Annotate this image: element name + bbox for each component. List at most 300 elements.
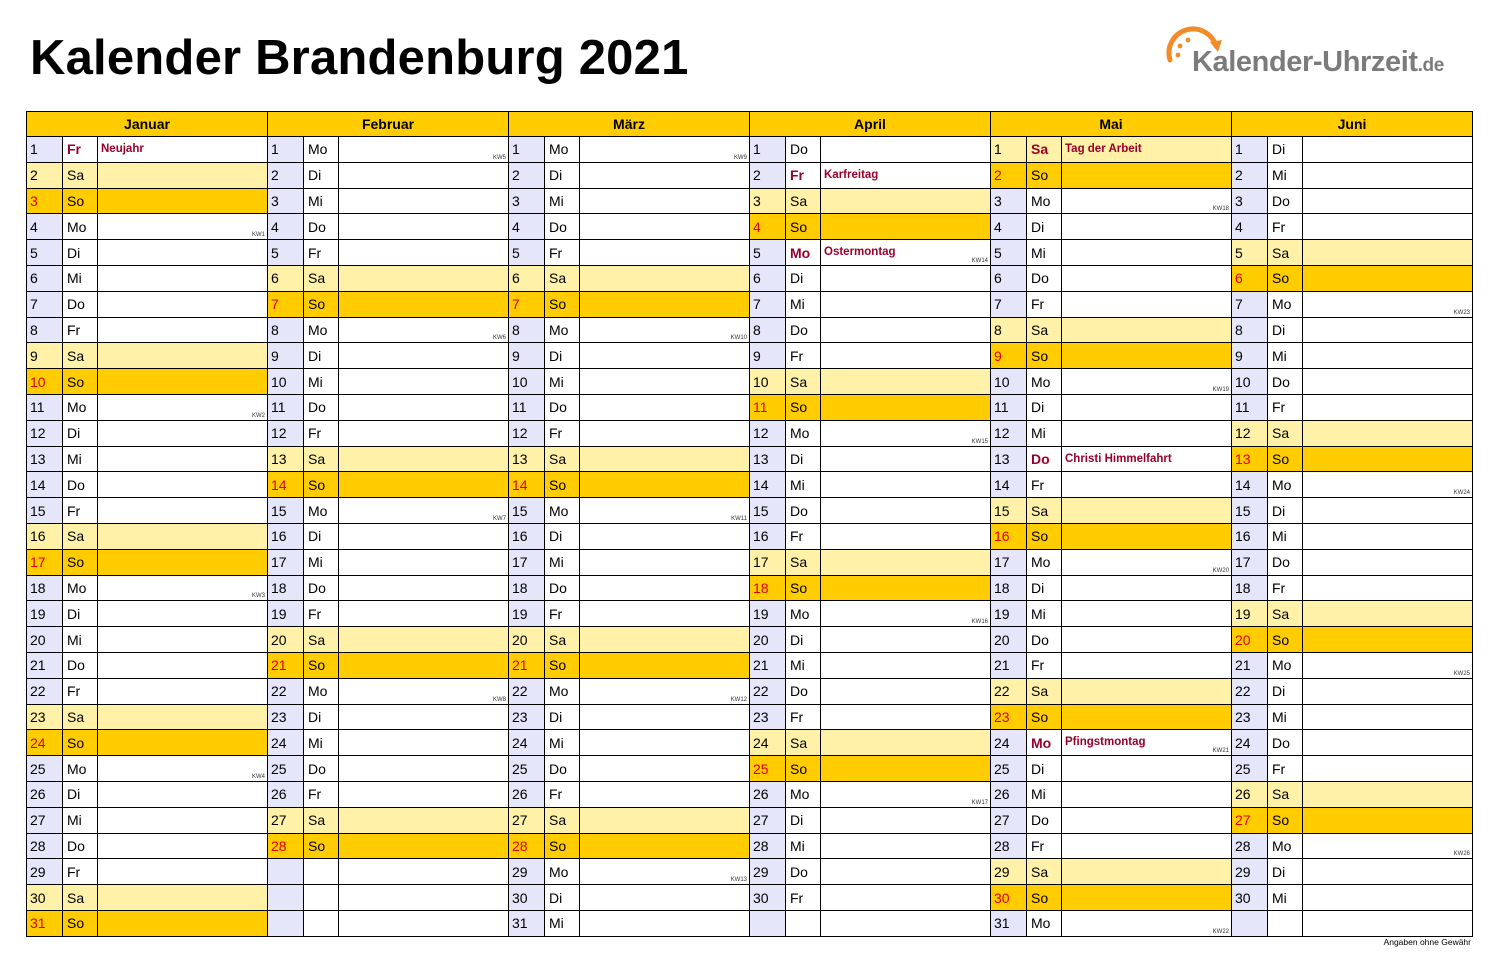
day-note (821, 601, 991, 627)
weekday: Mi (304, 369, 339, 395)
day-note (821, 885, 991, 911)
day-note (821, 549, 991, 575)
calendar-table (26, 111, 1473, 937)
weekday: Mo (786, 781, 821, 807)
weekday: Mi (1268, 885, 1303, 911)
day-note (1303, 523, 1473, 549)
day-note (1062, 188, 1232, 214)
day-number: 25 (991, 756, 1027, 782)
day-note (821, 291, 991, 317)
day-number: 5 (750, 240, 786, 266)
calendar-week-label: KW15 (971, 438, 988, 445)
holiday-label: Karfreitag (824, 168, 879, 181)
day-note (1062, 575, 1232, 601)
day-note (1303, 756, 1473, 782)
day-note (1062, 601, 1232, 627)
day-number: 2 (268, 162, 304, 188)
weekday: Sa (63, 885, 98, 911)
day-note (339, 523, 509, 549)
day-note (339, 188, 509, 214)
calendar-week-label: KW3 (251, 593, 265, 600)
day-number: 19 (750, 601, 786, 627)
day-number: 31 (27, 910, 63, 936)
day-note (1303, 420, 1473, 446)
day-note (1303, 472, 1473, 498)
logo-tld: .de (1417, 55, 1444, 76)
day-number: 4 (268, 214, 304, 240)
day-note (98, 472, 268, 498)
calendar-week-label: KW12 (730, 696, 747, 703)
weekday: Sa (786, 549, 821, 575)
calendar-week-label: KW20 (1212, 567, 1229, 574)
weekday: Fr (63, 317, 98, 343)
day-number: 2 (991, 162, 1027, 188)
day-note (580, 214, 750, 240)
day-number: 21 (1232, 652, 1268, 678)
weekday: So (545, 833, 580, 859)
day-note (339, 549, 509, 575)
weekday (786, 910, 821, 936)
calendar-week-label: KW2 (251, 412, 265, 419)
weekday: Do (63, 291, 98, 317)
day-number: 18 (268, 575, 304, 601)
weekday: Sa (786, 188, 821, 214)
weekday: Fr (304, 781, 339, 807)
day-note (98, 627, 268, 653)
day-number: 4 (991, 214, 1027, 240)
day-note (580, 446, 750, 472)
weekday: So (545, 472, 580, 498)
weekday: Di (545, 704, 580, 730)
weekday: So (1268, 446, 1303, 472)
weekday: So (304, 291, 339, 317)
weekday: Mi (786, 652, 821, 678)
day-note (98, 420, 268, 446)
day-number: 11 (750, 394, 786, 420)
weekday: Mo (1027, 188, 1062, 214)
day-number: 30 (27, 885, 63, 911)
day-number: 27 (268, 807, 304, 833)
day-number: 8 (509, 317, 545, 343)
day-number: 18 (1232, 575, 1268, 601)
day-number: 13 (509, 446, 545, 472)
calendar-week-label: KW23 (1453, 309, 1470, 316)
weekday: So (545, 291, 580, 317)
weekday: Mi (545, 549, 580, 575)
weekday: Fr (786, 343, 821, 369)
day-row (27, 910, 1473, 936)
day-note (339, 910, 509, 936)
day-note (821, 781, 991, 807)
day-note (98, 343, 268, 369)
calendar-week-label: KW16 (971, 619, 988, 626)
day-number: 4 (750, 214, 786, 240)
day-number: 8 (27, 317, 63, 343)
day-note (580, 162, 750, 188)
weekday: Di (1027, 214, 1062, 240)
weekday: Mi (545, 910, 580, 936)
day-number: 23 (991, 704, 1027, 730)
day-number: 20 (268, 627, 304, 653)
weekday: Sa (1268, 601, 1303, 627)
day-number: 30 (1232, 885, 1268, 911)
weekday: Sa (1027, 137, 1062, 163)
day-note (821, 756, 991, 782)
day-number: 29 (991, 859, 1027, 885)
day-number: 19 (27, 601, 63, 627)
weekday: Di (304, 343, 339, 369)
day-note (98, 317, 268, 343)
day-note (821, 317, 991, 343)
weekday: Sa (63, 523, 98, 549)
day-number: 17 (27, 549, 63, 575)
day-note (580, 601, 750, 627)
day-number: 14 (268, 472, 304, 498)
day-number: 29 (27, 859, 63, 885)
day-number: 17 (1232, 549, 1268, 575)
day-number: 13 (991, 446, 1027, 472)
day-number: 26 (1232, 781, 1268, 807)
day-number: 10 (1232, 369, 1268, 395)
day-row (27, 859, 1473, 885)
day-note (1303, 265, 1473, 291)
weekday: Sa (545, 807, 580, 833)
day-number: 1 (27, 137, 63, 163)
day-note (339, 756, 509, 782)
weekday: Do (304, 756, 339, 782)
day-number: 12 (991, 420, 1027, 446)
day-note (821, 627, 991, 653)
day-number (268, 859, 304, 885)
day-note (339, 704, 509, 730)
calendar-week-label: KW18 (1212, 206, 1229, 213)
day-number: 1 (750, 137, 786, 163)
day-row (27, 137, 1473, 163)
day-number: 11 (509, 394, 545, 420)
weekday: Di (786, 446, 821, 472)
day-number: 8 (991, 317, 1027, 343)
day-note (1303, 910, 1473, 936)
weekday: Di (786, 265, 821, 291)
weekday: Di (63, 781, 98, 807)
weekday: Fr (63, 137, 98, 163)
weekday: Di (63, 420, 98, 446)
weekday: Di (1268, 678, 1303, 704)
day-note (339, 472, 509, 498)
calendar-week-label: KW5 (492, 154, 506, 161)
weekday: Sa (1027, 498, 1062, 524)
day-note (1062, 137, 1232, 163)
weekday: Di (545, 343, 580, 369)
day-number: 25 (750, 756, 786, 782)
day-number: 16 (27, 523, 63, 549)
day-number: 2 (27, 162, 63, 188)
day-number: 15 (268, 498, 304, 524)
day-note (580, 523, 750, 549)
weekday: Mo (545, 498, 580, 524)
day-note (339, 807, 509, 833)
day-row (27, 807, 1473, 833)
month-header-row (27, 112, 1473, 137)
day-row (27, 730, 1473, 756)
day-number: 15 (991, 498, 1027, 524)
weekday: So (786, 756, 821, 782)
day-note (1062, 885, 1232, 911)
day-number: 16 (1232, 523, 1268, 549)
weekday: Sa (1268, 240, 1303, 266)
day-note (339, 137, 509, 163)
day-row (27, 343, 1473, 369)
weekday: Mi (304, 549, 339, 575)
weekday: Mi (63, 446, 98, 472)
holiday-label: Ostermontag (824, 246, 896, 259)
day-number: 18 (27, 575, 63, 601)
day-note (821, 498, 991, 524)
weekday: So (786, 575, 821, 601)
day-note (1062, 627, 1232, 653)
weekday: Fr (545, 601, 580, 627)
calendar-week-label: KW17 (971, 799, 988, 806)
month-header: April (750, 112, 991, 137)
day-note (1062, 265, 1232, 291)
logo-name: Kalender-Uhrzeit (1192, 46, 1418, 78)
disclaimer: Angaben ohne Gewähr (1383, 937, 1471, 947)
day-note (339, 369, 509, 395)
day-number: 22 (750, 678, 786, 704)
day-number: 4 (27, 214, 63, 240)
weekday: Mo (786, 420, 821, 446)
holiday-label: Pfingstmontag (1065, 736, 1146, 749)
day-note (1062, 678, 1232, 704)
weekday: Mo (304, 137, 339, 163)
weekday: Do (1268, 369, 1303, 395)
day-note (339, 214, 509, 240)
weekday: Do (304, 575, 339, 601)
day-number: 6 (268, 265, 304, 291)
day-number: 14 (1232, 472, 1268, 498)
weekday: Do (304, 394, 339, 420)
day-row (27, 472, 1473, 498)
day-number: 1 (1232, 137, 1268, 163)
day-note (1062, 523, 1232, 549)
day-note (580, 575, 750, 601)
day-note (98, 575, 268, 601)
day-number: 14 (27, 472, 63, 498)
day-note (821, 394, 991, 420)
day-number: 26 (509, 781, 545, 807)
day-number: 22 (509, 678, 545, 704)
day-number: 29 (750, 859, 786, 885)
day-row (27, 162, 1473, 188)
day-number: 21 (268, 652, 304, 678)
weekday: Fr (1268, 394, 1303, 420)
day-note (580, 833, 750, 859)
site-logo[interactable] (1158, 16, 1476, 86)
day-note (580, 730, 750, 756)
day-number: 23 (1232, 704, 1268, 730)
weekday: Sa (63, 704, 98, 730)
calendar-week-label: KW26 (1453, 851, 1470, 858)
weekday: Di (786, 627, 821, 653)
day-note (821, 910, 991, 936)
day-note (580, 394, 750, 420)
day-note (1062, 756, 1232, 782)
day-number: 16 (991, 523, 1027, 549)
day-number: 6 (27, 265, 63, 291)
day-note (339, 601, 509, 627)
weekday: Mi (304, 730, 339, 756)
day-note (580, 420, 750, 446)
day-note (580, 781, 750, 807)
day-note (1062, 833, 1232, 859)
day-note (98, 756, 268, 782)
day-note (1062, 910, 1232, 936)
day-note (339, 730, 509, 756)
day-note (1062, 343, 1232, 369)
holiday-label: Christi Himmelfahrt (1065, 452, 1172, 465)
weekday: Fr (1268, 214, 1303, 240)
day-number: 10 (991, 369, 1027, 395)
day-number: 16 (750, 523, 786, 549)
calendar-week-label: KW8 (492, 696, 506, 703)
weekday: So (545, 652, 580, 678)
day-note (339, 498, 509, 524)
day-number: 5 (509, 240, 545, 266)
weekday: Sa (304, 446, 339, 472)
day-number: 2 (1232, 162, 1268, 188)
day-note (1062, 859, 1232, 885)
day-note (98, 549, 268, 575)
weekday: Sa (1268, 420, 1303, 446)
day-note (1303, 781, 1473, 807)
day-number: 22 (268, 678, 304, 704)
day-number: 13 (1232, 446, 1268, 472)
weekday: Mo (1027, 369, 1062, 395)
weekday: So (304, 472, 339, 498)
day-number: 12 (509, 420, 545, 446)
day-row (27, 394, 1473, 420)
holiday-label: Neujahr (101, 143, 144, 155)
weekday: Mi (1027, 420, 1062, 446)
day-note (1303, 833, 1473, 859)
day-note (580, 549, 750, 575)
day-note (1303, 678, 1473, 704)
day-note (1062, 781, 1232, 807)
weekday: Di (1027, 394, 1062, 420)
day-number: 20 (1232, 627, 1268, 653)
weekday: Mo (304, 678, 339, 704)
day-note (580, 137, 750, 163)
day-number: 17 (268, 549, 304, 575)
day-note (1303, 859, 1473, 885)
weekday: Mo (1268, 472, 1303, 498)
weekday: Di (304, 162, 339, 188)
day-number: 17 (991, 549, 1027, 575)
day-note (98, 807, 268, 833)
day-row (27, 885, 1473, 911)
weekday: Sa (1027, 678, 1062, 704)
day-note (821, 369, 991, 395)
day-note (1062, 420, 1232, 446)
day-number: 9 (509, 343, 545, 369)
day-note (1303, 498, 1473, 524)
day-number: 5 (268, 240, 304, 266)
calendar-week-label: KW9 (733, 154, 747, 161)
weekday: Mo (786, 601, 821, 627)
day-row (27, 678, 1473, 704)
day-note (1062, 652, 1232, 678)
day-row (27, 652, 1473, 678)
day-number: 19 (268, 601, 304, 627)
day-number: 2 (750, 162, 786, 188)
day-number: 15 (750, 498, 786, 524)
weekday (304, 910, 339, 936)
weekday: Mi (786, 833, 821, 859)
day-note (821, 523, 991, 549)
day-row (27, 420, 1473, 446)
day-number: 19 (1232, 601, 1268, 627)
day-note (580, 291, 750, 317)
month-header: Februar (268, 112, 509, 137)
weekday: Di (63, 240, 98, 266)
day-number: 13 (268, 446, 304, 472)
weekday: Do (545, 756, 580, 782)
day-note (339, 859, 509, 885)
day-number: 1 (991, 137, 1027, 163)
day-note (821, 730, 991, 756)
weekday (1268, 910, 1303, 936)
day-number: 25 (268, 756, 304, 782)
day-number: 9 (268, 343, 304, 369)
day-number: 7 (509, 291, 545, 317)
weekday: So (63, 910, 98, 936)
weekday: Do (545, 394, 580, 420)
calendar-week-label: KW14 (971, 257, 988, 264)
day-number: 8 (268, 317, 304, 343)
weekday: Mo (1027, 549, 1062, 575)
day-number: 13 (27, 446, 63, 472)
day-number: 3 (1232, 188, 1268, 214)
day-note (580, 317, 750, 343)
day-note (1062, 394, 1232, 420)
day-row (27, 833, 1473, 859)
month-header: Mai (991, 112, 1232, 137)
day-note (580, 369, 750, 395)
day-note (1062, 369, 1232, 395)
weekday: Di (545, 885, 580, 911)
day-number: 22 (1232, 678, 1268, 704)
day-number: 6 (509, 265, 545, 291)
day-note (1062, 807, 1232, 833)
day-number: 12 (27, 420, 63, 446)
weekday: Fr (786, 523, 821, 549)
weekday: Mi (545, 369, 580, 395)
month-header: März (509, 112, 750, 137)
day-note (98, 730, 268, 756)
weekday: So (1268, 265, 1303, 291)
weekday: Mi (1268, 523, 1303, 549)
day-number: 24 (750, 730, 786, 756)
day-number: 25 (509, 756, 545, 782)
day-note (580, 678, 750, 704)
weekday: Fr (304, 420, 339, 446)
weekday: Di (304, 704, 339, 730)
day-number: 24 (1232, 730, 1268, 756)
day-note (98, 910, 268, 936)
day-note (580, 807, 750, 833)
day-note (1062, 214, 1232, 240)
day-row (27, 188, 1473, 214)
